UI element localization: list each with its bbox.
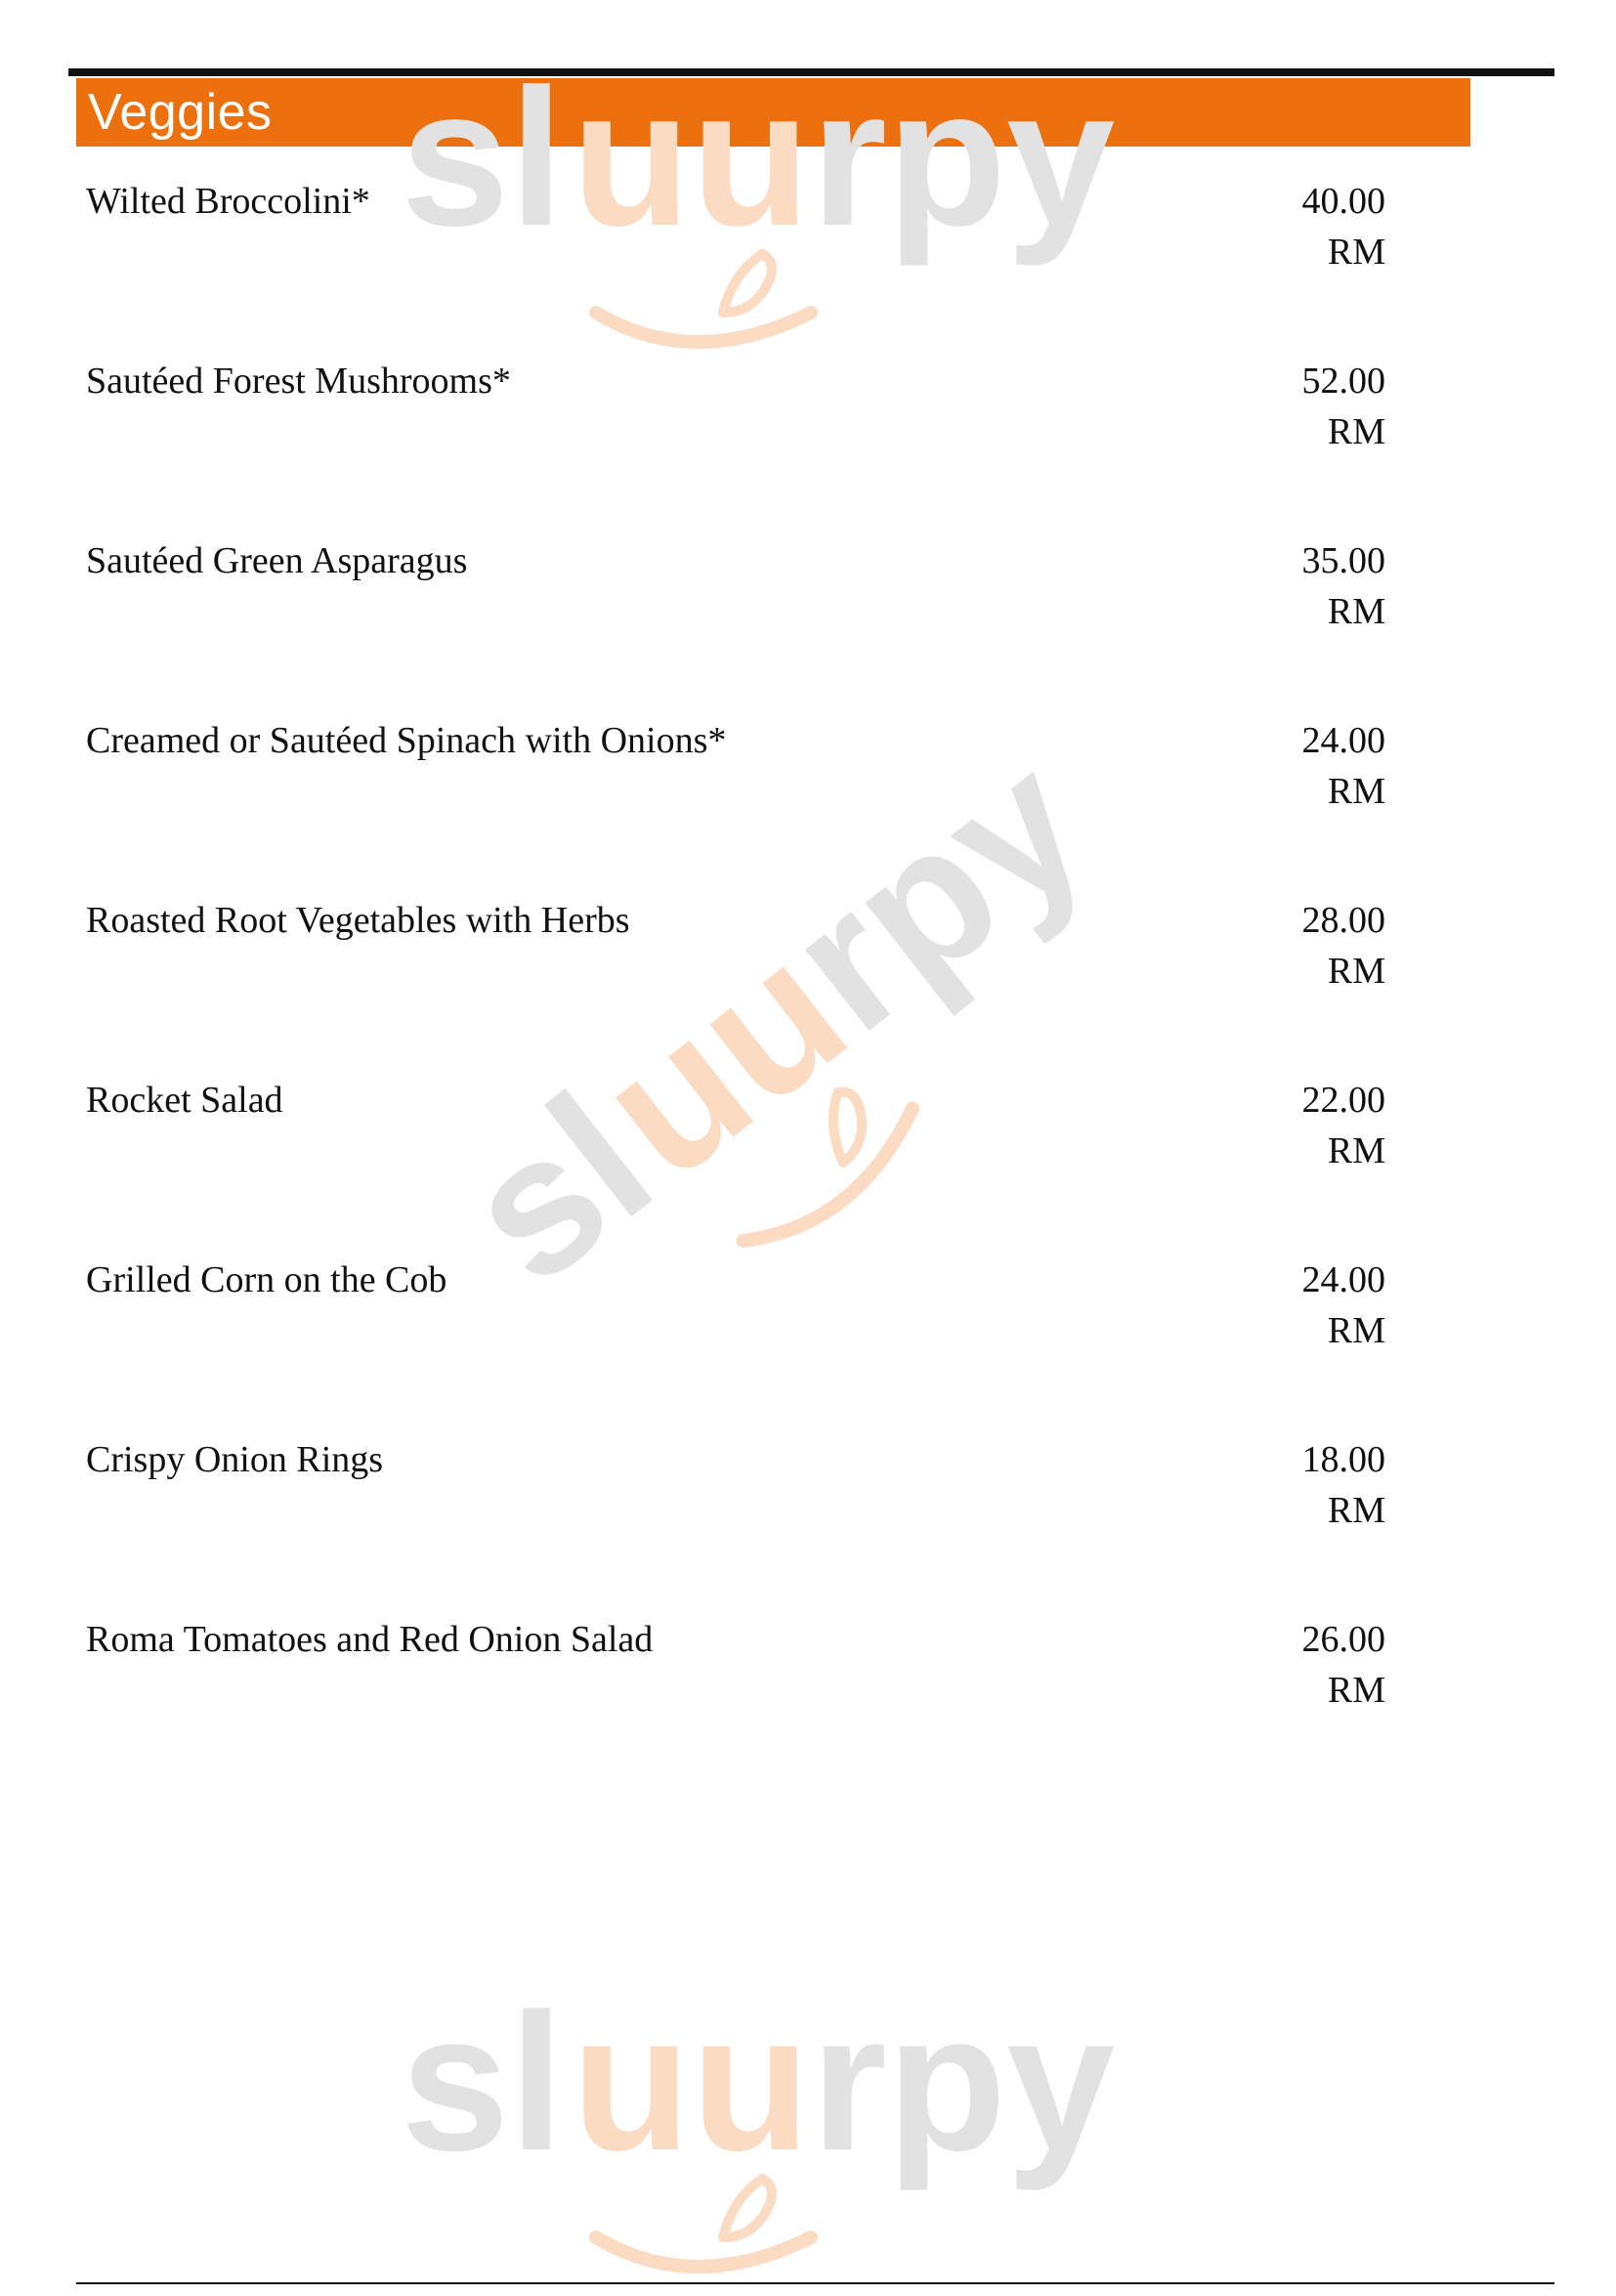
price-currency: RM: [1327, 591, 1385, 632]
svg-text:sl: sl: [426, 1052, 690, 1326]
price-amount: 35.00: [1301, 540, 1385, 581]
price-amount: 22.00: [1301, 1080, 1385, 1121]
menu-item: [86, 356, 1385, 535]
price-amount: 24.00: [1301, 1259, 1385, 1300]
item-name: Roasted Root Vegetables with Herbs: [86, 900, 630, 941]
svg-text:uu: uu: [572, 1974, 811, 2191]
menu-item: [86, 895, 1385, 1075]
price-currency: RM: [1327, 951, 1385, 992]
item-price: [1302, 715, 1386, 817]
svg-text:sl: sl: [401, 1974, 564, 2191]
price-amount: 52.00: [1301, 361, 1385, 402]
price-currency: RM: [1327, 1310, 1385, 1351]
menu-item: [86, 1614, 1385, 1794]
price-amount: 28.00: [1301, 900, 1385, 941]
item-name: Rocket Salad: [86, 1080, 283, 1121]
item-price: [1302, 176, 1386, 277]
bottom-divider: [76, 2282, 1554, 2284]
menu-item: [86, 1075, 1385, 1254]
item-name: Creamed or Sautéed Spinach with Onions*: [86, 720, 727, 761]
price-currency: RM: [1327, 232, 1385, 273]
svg-text:rpy: rpy: [811, 1974, 1116, 2191]
menu-item: [86, 1254, 1385, 1434]
menu-item: [86, 715, 1385, 895]
section-title: Veggies: [88, 84, 273, 141]
item-name: Sautéed Forest Mushrooms*: [86, 361, 511, 402]
item-name: Grilled Corn on the Cob: [86, 1259, 447, 1300]
menu-list: [86, 176, 1385, 1794]
item-price: [1302, 356, 1386, 457]
svg-text:uu: uu: [572, 49, 811, 267]
menu-item: [86, 176, 1385, 356]
item-name: Sautéed Green Asparagus: [86, 540, 468, 581]
top-divider: [68, 68, 1554, 76]
price-amount: 40.00: [1301, 181, 1385, 222]
sluurpy-watermark-logo: [401, 1944, 1221, 2296]
svg-text:rpy: rpy: [811, 49, 1116, 267]
price-amount: 24.00: [1301, 720, 1385, 761]
item-price: [1302, 1075, 1386, 1176]
menu-item: [86, 535, 1385, 715]
svg-text:sl: sl: [401, 49, 564, 267]
price-currency: RM: [1327, 411, 1385, 452]
svg-text:rpy: rpy: [749, 713, 1125, 1073]
price-amount: 18.00: [1301, 1439, 1385, 1480]
price-currency: RM: [1327, 1490, 1385, 1531]
section-header: [76, 78, 1470, 147]
item-name: Wilted Broccolini*: [86, 181, 370, 222]
menu-item: [86, 1434, 1385, 1614]
price-currency: RM: [1327, 771, 1385, 812]
item-price: [1302, 535, 1386, 637]
price-amount: 26.00: [1301, 1619, 1385, 1660]
item-price: [1302, 1434, 1386, 1536]
price-currency: RM: [1327, 1130, 1385, 1171]
item-price: [1302, 1614, 1386, 1716]
price-currency: RM: [1327, 1670, 1385, 1711]
item-name: Roma Tomatoes and Red Onion Salad: [86, 1619, 654, 1660]
item-name: Crispy Onion Rings: [86, 1439, 384, 1480]
item-price: [1302, 1254, 1386, 1356]
svg-text:uu: uu: [561, 901, 884, 1220]
item-price: [1302, 895, 1386, 997]
